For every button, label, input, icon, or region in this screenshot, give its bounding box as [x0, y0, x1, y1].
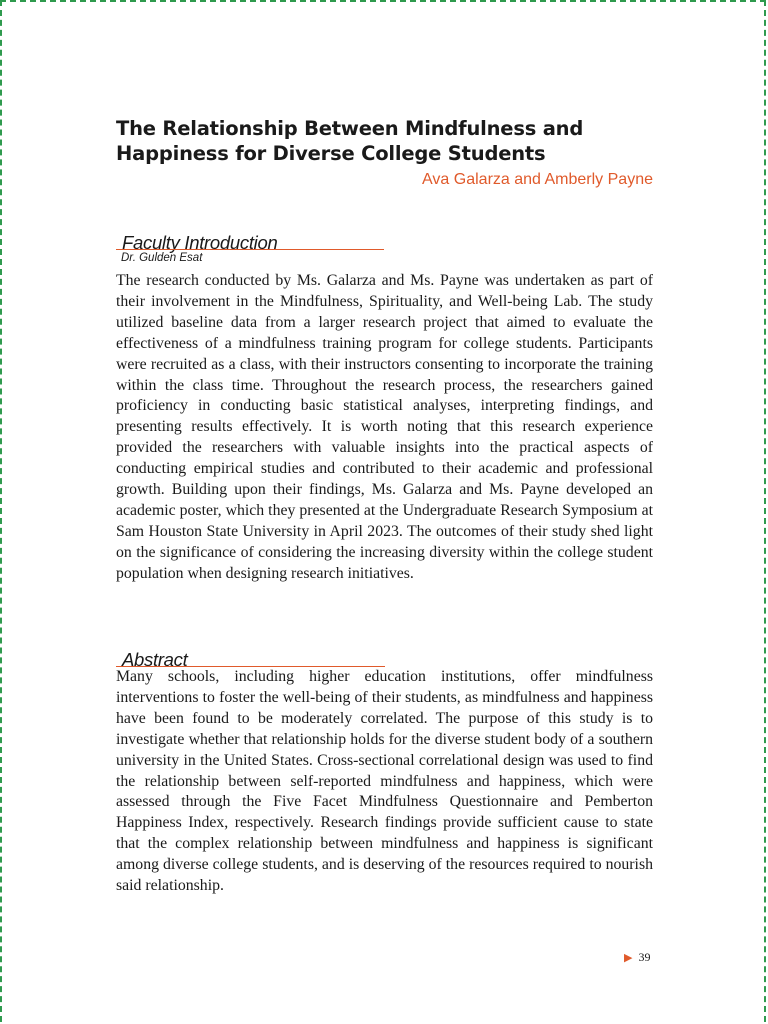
- abstract-text: Many schools, including higher education institutions, offer mindfulness interventions to foster the well-being of their students, as mindfulness and happiness have been found to be moderately correlated. The purpose of this study is to investigate whether that relationship holds for the diverse student body of a southern university in the United States. Cross-sectional correlational design was used to find the relationship between self-reported mindfulness and happiness, which were assessed through the Five Facet Mindfulness Questionnaire and Pemberton Happiness Index, respectively. Research findings provide sufficient cause to state that the complex relationship between mindfulness and happiness is significant among diverse college students, and is deserving of the resources required to nourish said relationship.: [116, 668, 653, 895]
- page-footer: [624, 950, 650, 965]
- right-triangle-icon: ▶: [624, 952, 633, 964]
- article-title: The Relationship Between Mindfulness and Happiness for Diverse College Students: [116, 117, 584, 165]
- article-authors: Ava Galarza and Amberly Payne: [422, 171, 653, 188]
- faculty-introduction-heading: Faculty Introduction: [122, 232, 278, 253]
- page-number: 39: [638, 950, 651, 964]
- abstract-heading: Abstract: [122, 649, 188, 670]
- faculty-introduction-rule: [116, 249, 384, 250]
- faculty-introduction-text: The research conducted by Ms. Galarza and Ms. Payne was undertaken as part of their involvement in the Mindfulness, Spirituality, and Well-being Lab. The study utilized baseline data from a larger research project that aimed to evaluate the effectiveness of a mindfulness training program for college students. Participants were recruited as a class, with their instructors consenting to incorporate the training within the class time. Throughout the research process, the researchers gained proficiency in conducting basic statistical analyses, interpreting findings, and presenting results effectively. It is worth noting that this research experience provided the researchers with valuable insights into the practical aspects of conducting empirical studies and contributed to their academic and professional growth. Building upon their findings, Ms. Galarza and Ms. Payne developed an academic poster, which they presented at the Undergraduate Research Symposium at Sam Houston State University in April 2023. The outcomes of their study shed light on the significance of considering the increasing diversity within the college student population when designing research initiatives.: [116, 272, 653, 582]
- faculty-name: Dr. Gulden Esat: [121, 252, 203, 264]
